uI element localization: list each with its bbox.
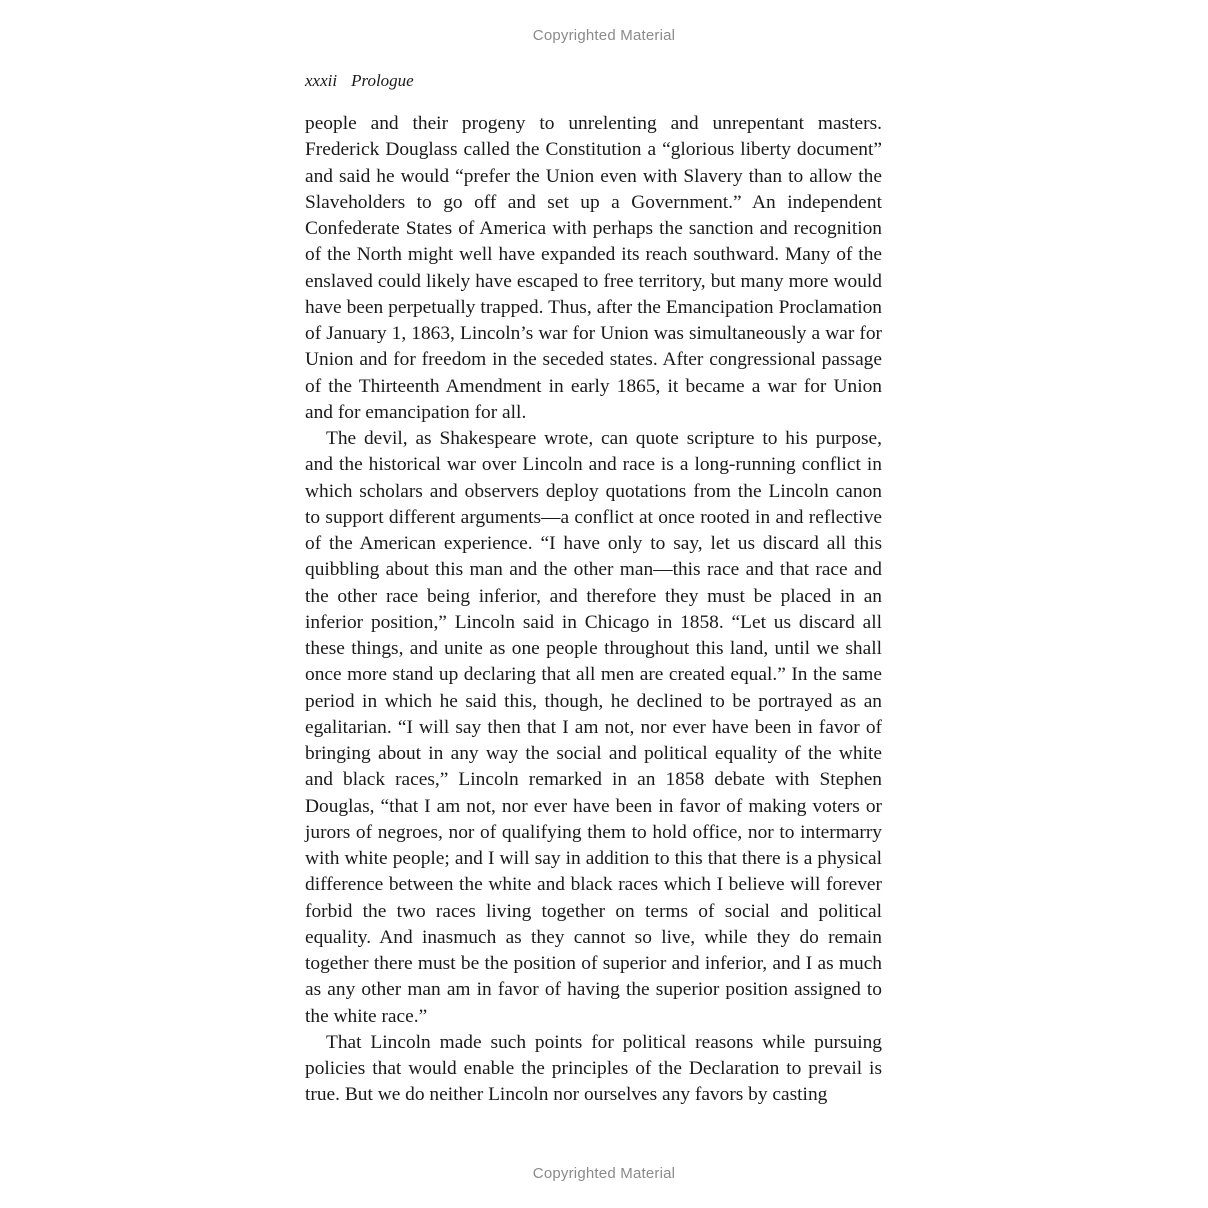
page-number: xxxii [305,71,338,90]
paragraph-3: That Lincoln made such points for political reasons while pursuing policies that would enable the principles of the Declaration to prevail is true. But we do neither Lincoln nor ourselves any favors by casting [305,1031,882,1106]
paragraph-2: The devil, as Shakespeare wrote, can quote scripture to his purpose, and the historical war over Lincoln and race is a long-running conflict in which scholars and observers deploy quotations from the Lincoln canon to support different arguments—a conflict at once rooted in and reflective of the American experience. “I have only to say, let us discard all this quibbling about this man and the other man—this race and that race and the other race being inferior, and therefore they must be placed in an inferior position,” Lincoln said in Chicago in 1858. “Let us discard all these things, and unite as one people throughout this land, until we shall once more stand up declaring that all men are created equal.” In the same period in which he said this, though, he declined to be portrayed as an egalitarian. “I will say then that I am not, nor ever have been in favor of bringing about in any way the social and political equality of the white and black races,” Lincoln remarked in an 1858 debate with Stephen Douglas, “that I am not, nor ever have been in favor of making voters or jurors of negroes, nor of qualifying them to hold office, nor to intermarry with white people; and I will say in addition to this that there is a physical difference between the white and black races which I believe will forever forbid the two races living together on terms of social and political equality. And inasmuch as they cannot so live, while they do remain together there must be the position of superior and inferior, and I as much as any other man am in favor of having the superior position assigned to the white race.” [305,428,882,1027]
copyright-watermark-top: Copyrighted Material [532,27,676,44]
section-title: Prologue [351,71,414,90]
copyright-watermark-bottom: Copyrighted Material [532,1165,676,1182]
body-text [305,111,882,1109]
running-head [305,71,414,91]
paragraph-1: people and their progeny to unrelenting and unrepentant masters. Frederick Douglass called the Constitution a “glorious liberty document” and said he would “prefer the Union even with Slavery than to allow the Slaveholders to go off and set up a Government.” An independent Confederate States of America with perhaps the sanction and recognition of the North might well have expanded its reach southward. Many of the enslaved could likely have escaped to free territory, but many more would have been perpetually trapped. Thus, after the Emancipation Proclamation of January 1, 1863, Lincoln’s war for Union was simultaneously a war for Union and for freedom in the seceded states. After congressional passage of the Thirteenth Amendment in early 1865, it became a war for Union and for emancipation for all. [305,113,882,423]
